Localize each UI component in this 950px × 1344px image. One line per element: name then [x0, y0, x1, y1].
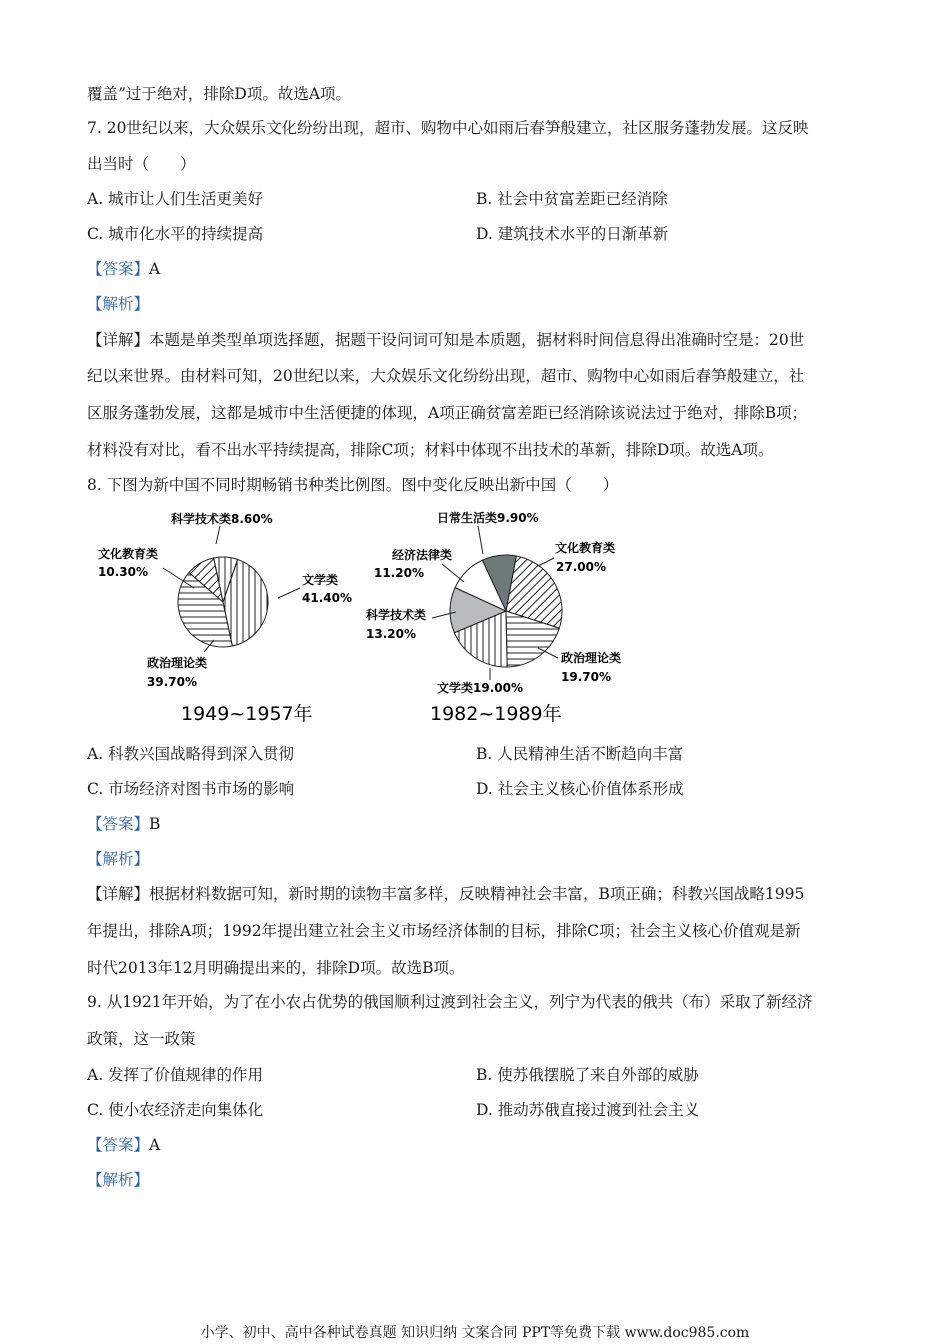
pie1-label-politics-value: 39.70%	[147, 675, 197, 689]
question-7-stem-line-1: 7. 20世纪以来，大众娱乐文化纷纷出现，超市、购物中心如雨后春笋般建立，社区服务蓬勃发展。这反映	[87, 119, 809, 137]
answer-value: A	[149, 260, 161, 278]
pie2-label-science-name: 科学技术类	[366, 608, 427, 622]
question-8-option-d: D. 社会主义核心价值体系形成	[476, 780, 684, 798]
pie2-label-science-value: 13.20%	[366, 627, 416, 641]
question-8-detail-line-2: 年提出，排除A项；1992年提出建立社会主义市场经济体制的目标，排除C项；社会主义核心价值观是新	[87, 922, 801, 940]
question-7-option-b: B. 社会中贫富差距已经消除	[476, 190, 668, 208]
answer-tag: 【答案】	[87, 1136, 150, 1154]
pie2-label-literature: 文学类19.00%	[437, 681, 523, 695]
question-9-option-b: B. 使苏俄摆脱了来自外部的威胁	[476, 1066, 699, 1084]
pie2-label-law-value: 11.20%	[374, 566, 424, 580]
pie2-label-daily-life: 日常生活类9.90%	[437, 511, 539, 525]
question-8-option-c: C. 市场经济对图书市场的影响	[87, 780, 295, 798]
question-9-answer	[87, 1135, 160, 1155]
pie1-label-literature-value: 41.40%	[302, 591, 352, 605]
pie1-label-culture-value: 10.30%	[98, 565, 148, 579]
detail-tag: 【详解】	[87, 885, 150, 903]
answer-value: A	[149, 1136, 161, 1154]
question-7-stem-line-2: 出当时（ ）	[87, 155, 196, 173]
answer-tag: 【答案】	[87, 815, 150, 833]
question-9-stem-line-2: 政策，这一政策	[87, 1030, 196, 1048]
question-7-analysis-tag	[87, 294, 149, 314]
question-7-detail-line-4: 材料没有对比，看不出水平持续提高，排除C项；材料中体现不出技术的革新，排除D项。故选A项。	[87, 441, 774, 459]
question-7-option-a: A. 城市让人们生活更美好	[87, 190, 264, 208]
detail-tag: 【详解】	[87, 331, 150, 349]
answer-value: B	[149, 815, 161, 833]
question-8-answer	[87, 814, 160, 834]
pie2-label-politics-name: 政治理论类	[561, 651, 622, 665]
pie1-label-politics-name: 政治理论类	[147, 656, 208, 670]
pie2-label-law-name: 经济法律类	[392, 548, 453, 562]
pie1-label-literature-name: 文学类	[302, 573, 339, 587]
pie-charts-figure	[90, 500, 650, 730]
pie2-label-politics-value: 19.70%	[561, 670, 611, 684]
page-footer: 小学、初中、高中各种试卷真题 知识归纳 文案合同 PPT等免费下载 www.doc985.com	[200, 1325, 750, 1341]
pie1-title: 1949~1957年	[181, 703, 313, 725]
question-9-analysis-tag	[87, 1170, 149, 1190]
analysis-tag: 【解析】	[87, 1171, 150, 1189]
question-9-stem-line-1: 9. 从1921年开始，为了在小农占优势的俄国顺利过渡到社会主义，列宁为代表的俄共（布）采取了新经济	[87, 993, 813, 1011]
question-8-stem: 8. 下图为新中国不同时期畅销书种类比例图。图中变化反映出新中国（ ）	[87, 476, 619, 494]
pie2-label-culture-value: 27.00%	[556, 560, 606, 574]
question-8-detail-line-1	[87, 884, 804, 904]
question-7-detail-line-1	[87, 330, 804, 350]
detail-text: 根据材料数据可知，新时期的读物丰富多样，反映精神社会丰富，B项正确；科教兴国战略1995	[149, 885, 805, 903]
detail-text: 本题是单类型单项选择题，据题干设问词可知是本质题，据材料时间信息得出准确时空是：20世	[149, 331, 805, 349]
question-8-option-b: B. 人民精神生活不断趋向丰富	[476, 745, 684, 763]
explanation-continuation: 覆盖”过于绝对，排除D项。故选A项。	[87, 85, 352, 103]
question-9-option-d: D. 推动苏俄直接过渡到社会主义	[476, 1101, 700, 1119]
pie-charts-svg	[90, 500, 650, 730]
question-7-option-c: C. 城市化水平的持续提高	[87, 225, 264, 243]
question-9-option-a: A. 发挥了价值规律的作用	[87, 1066, 264, 1084]
analysis-tag: 【解析】	[87, 850, 150, 868]
question-8-option-a: A. 科教兴国战略得到深入贯彻	[87, 745, 295, 763]
question-7-detail-line-3: 区服务蓬勃发展，这都是城市中生活便捷的体现，A项正确贫富差距已经消除该说法过于绝对，排除B项；	[87, 404, 808, 422]
question-9-option-c: C. 使小农经济走向集体化	[87, 1101, 264, 1119]
pie2-title: 1982~1989年	[430, 703, 562, 725]
answer-tag: 【答案】	[87, 260, 150, 278]
pie1-label-culture-name: 文化教育类	[98, 547, 159, 561]
pie1-label-science: 科学技术类8.60%	[171, 512, 273, 526]
question-7-option-d: D. 建筑技术水平的日渐革新	[476, 225, 669, 243]
analysis-tag: 【解析】	[87, 295, 150, 313]
question-7-answer	[87, 259, 160, 279]
pie2-label-culture-name: 文化教育类	[555, 541, 616, 555]
question-8-detail-line-3: 时代2013年12月明确提出来的，排除D项。故选B项。	[87, 959, 465, 977]
question-7-detail-line-2: 纪以来世界。由材料可知，20世纪以来，大众娱乐文化纷纷出现，超市、购物中心如雨后春笋般建立，社	[87, 367, 805, 385]
question-8-analysis-tag	[87, 849, 149, 869]
